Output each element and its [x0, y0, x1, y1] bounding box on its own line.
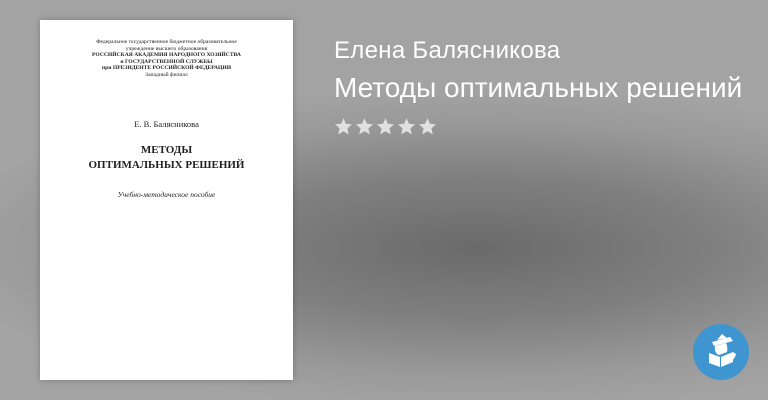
book-author[interactable]: Елена Балясникова [334, 37, 561, 64]
cover-subtitle: Учебно-методическое пособие [117, 190, 216, 199]
cover-title [40, 143, 293, 173]
cover-institution-line: Федеральное государственное бюджетное образовательное [96, 39, 237, 45]
reading-person-icon [700, 331, 742, 373]
book-info [334, 36, 754, 136]
cover-author: Е. В. Балясникова [134, 119, 199, 129]
star-icon [355, 117, 374, 136]
star-icon [376, 117, 395, 136]
star-icon [397, 117, 416, 136]
rating-stars [334, 117, 754, 136]
reader-badge-button[interactable] [693, 324, 749, 380]
cover-institution-line: учреждение высшего образования [125, 45, 208, 52]
cover-institution-line: РОССИЙСКАЯ АКАДЕМИЯ НАРОДНОГО ХОЗЯЙСТВА [92, 52, 241, 59]
star-icon [418, 117, 437, 136]
cover-title-line: ОПТИМАЛЬНЫХ РЕШЕНИЙ [88, 159, 245, 171]
star-icon [334, 117, 353, 136]
book-title: Методы оптимальных решений [334, 72, 743, 103]
cover-institution-line: Западный филиал [145, 71, 188, 78]
cover-institution [40, 39, 293, 79]
cover-institution-line: и ГОСУДАРСТВЕННОЙ СЛУЖБЫ [120, 58, 213, 65]
book-cover[interactable] [40, 20, 293, 380]
cover-institution-line: при ПРЕЗИДЕНТЕ РОССИЙСКОЙ ФЕДЕРАЦИИ [101, 65, 232, 72]
cover-title-line: МЕТОДЫ [140, 144, 193, 156]
